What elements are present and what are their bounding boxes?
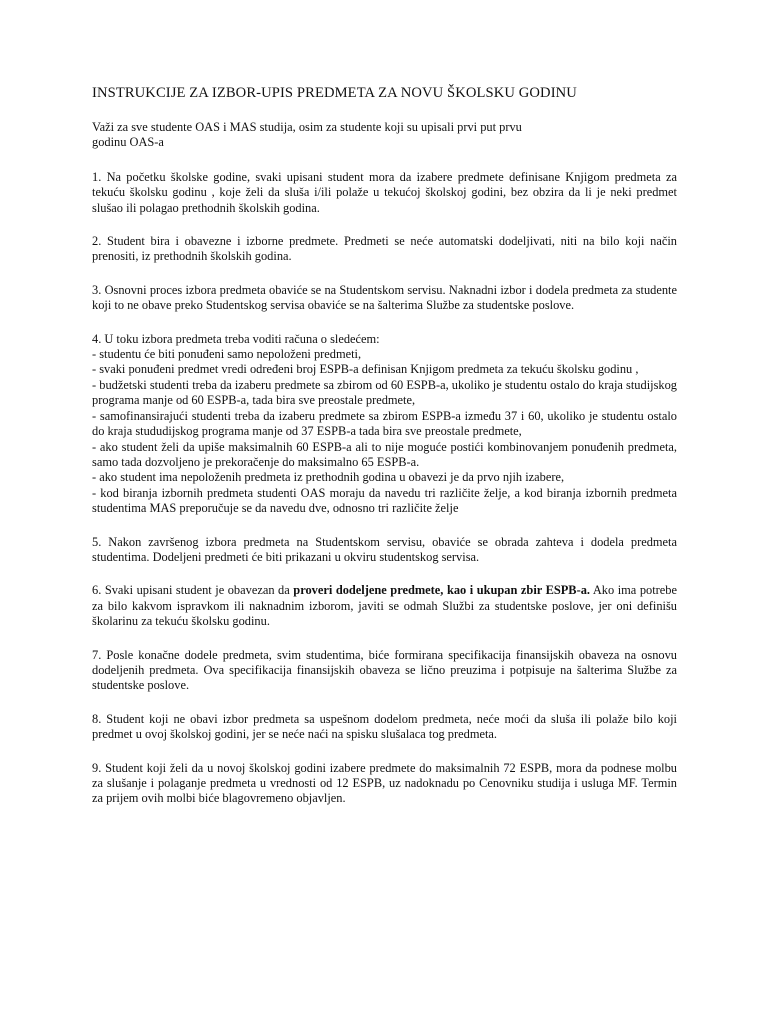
paragraph-1: 1. Na početku školske godine, svaki upisani student mora da izabere predmete definisane Knjigom predmeta za tekuću školsku godinu , koje želi da sluša i/ili polaže u tekućoj školskoj godini, bez obzira da li je neki predmet slušao ili polagao prethodnih školskih godina. — [92, 169, 677, 215]
paragraph-9: 9. Student koji želi da u novoj školskoj godini izabere predmete do maksimalnih 72 ESPB, mora da podnese molbu za slušanje i polaganje predmeta u vrednosti od 12 ESPB, uz nadoknadu po Cenovniku studija i usluga MF. Termin za prijem ovih molbi biće blagovremeno objavljen. — [92, 760, 677, 806]
intro-line-2: godinu OAS-a — [92, 135, 164, 150]
paragraph-6 — [92, 583, 677, 629]
list-item: - ako student želi da upiše maksimalnih 60 ESPB-a ali to nije moguće postići kombinovanjem ponuđenih predmeta, samo tada dozvoljeno je prekoračenje do maksimalno 65 ESPB-a. — [92, 439, 677, 469]
list-item: - kod biranja izbornih predmeta studenti OAS moraju da navedu tri različite želje, a kod biranja izbornih predmeta studentima MAS preporučuje se da navedu dve, odnosno tri različite želje — [92, 485, 677, 516]
list-item: - ako student ima nepoloženih predmeta iz prethodnih godina u obavezi je da prvo njih izabere, — [92, 470, 565, 485]
paragraph-6-bold: proveri dodeljene predmete, kao i ukupan zbir ESPB-a. — [293, 583, 590, 598]
paragraph-4 — [92, 332, 677, 517]
intro-line-1: Važi za sve studente OAS i MAS studija, osim za studente koji su upisali prvi put prvu — [92, 120, 522, 134]
paragraph-8: 8. Student koji ne obavi izbor predmeta sa uspešnom dodelom predmeta, neće moći da sluša ili polaže bilo koji predmet u ovoj školskoj godini, jer se neće naći na spisku slušalaca tog predmeta. — [92, 711, 677, 742]
list-item: - svaki ponuđeni predmet vredi određeni broj ESPB-a definisan Knjigom predmeta za tekuću školsku godinu , — [92, 362, 639, 377]
paragraph-2: 2. Student bira i obavezne i izborne predmete. Predmeti se neće automatski dodeljivati, niti na bilo koji način prenositi, iz prethodnih školskih godina. — [92, 234, 677, 264]
document-title: INSTRUKCIJE ZA IZBOR-UPIS PREDMETA ZA NOVU ŠKOLSKU GODINU — [92, 85, 577, 101]
paragraph-3: 3. Osnovni proces izbora predmeta obaviće se na Studentskom servisu. Naknadni izbor i dodela predmeta za studente koji to ne obave preko Studentskog servisa obaviće se na šalterima Službe za studentske poslove. — [92, 282, 677, 313]
paragraph-5: 5. Nakon završenog izbora predmeta na Studentskom servisu, obaviće se obrada zahteva i dodela predmeta studentima. Dodeljeni predmeti će biti prikazani u okviru studentskog servisa. — [92, 534, 677, 564]
document-body — [92, 84, 677, 825]
list-item: - samofinansirajući studenti treba da izaberu predmete sa zbirom ESPB-a između 37 i 60, ukoliko je studentu ostalo do kraja stududijskog programa manje od 37 ESPB-a tada bira sve preostale predmete, — [92, 408, 677, 439]
paragraph-6-after: Ako ima potrebe za bilo kakvom ispravkom ili naknadnim izborom, javiti se odmah Službi za studentske poslove, jer oni definišu školarinu za tekuću školsku godinu. — [92, 583, 678, 629]
list-item: - budžetski studenti treba da izaberu predmete sa zbirom od 60 ESPB-a, ukoliko je studentu ostalo do kraja studijskog programa manje od 60 ESPB-a, tada bira sve preostale predmete, — [92, 377, 677, 408]
intro-paragraph — [92, 120, 677, 151]
paragraph-6-before: 6. Svaki upisani student je obavezan da — [92, 583, 294, 598]
paragraph-7: 7. Posle konačne dodele predmeta, svim studentima, biće formirana specifikacija finansijskih obaveza na osnovu dodeljenih predmeta. Ova specifikacija finansijskih obaveza se lično preuzima i potpisuje na šalterima Službe za studentske poslove. — [92, 647, 677, 693]
list-item: - studentu će biti ponuđeni samo nepoloženi predmeti, — [92, 347, 362, 362]
paragraph-4-intro: 4. U toku izbora predmeta treba voditi računa o sledećem: — [92, 331, 380, 346]
